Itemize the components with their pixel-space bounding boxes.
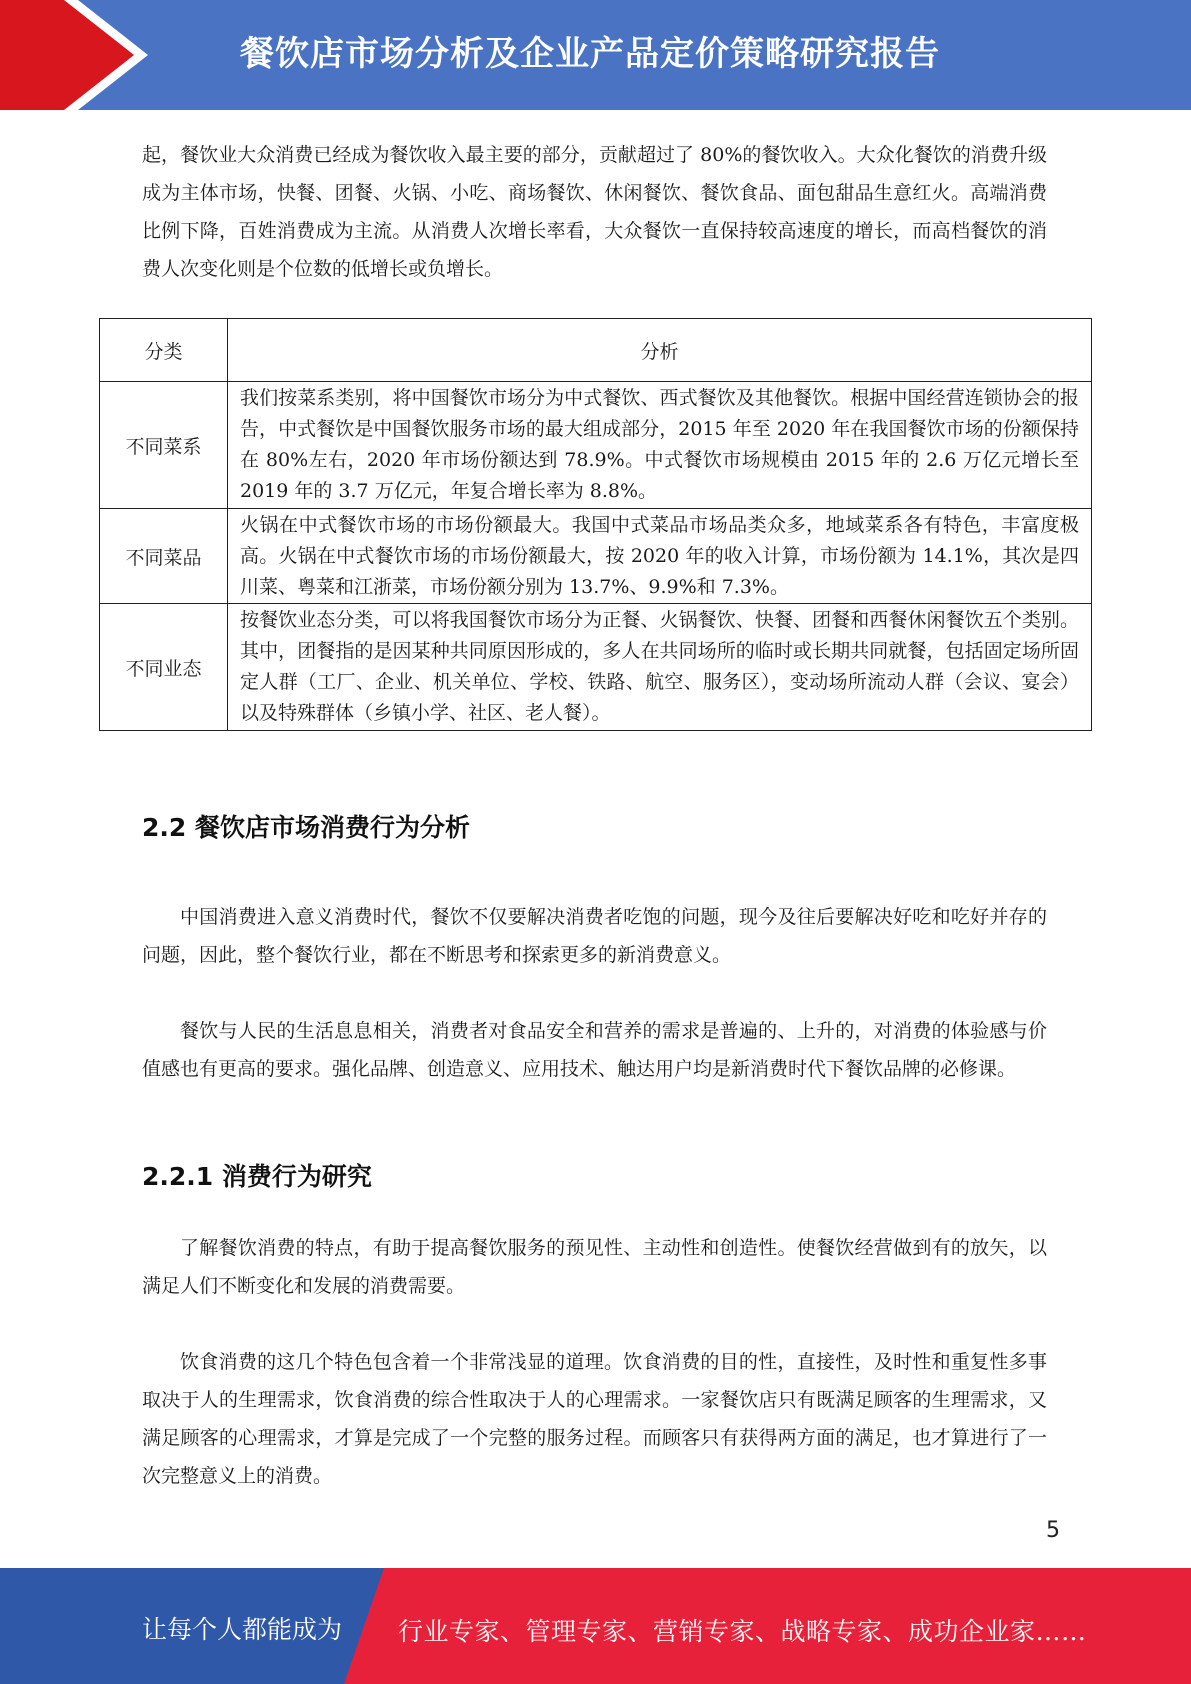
- header-chevron-decoration: [0, 0, 160, 110]
- page-number: 5: [1046, 1518, 1060, 1543]
- report-title: 餐饮店市场分析及企业产品定价策略研究报告: [240, 34, 940, 74]
- analysis-table: [99, 318, 1092, 731]
- row-analysis: 我们按菜系类别，将中国餐饮市场分为中式餐饮、西式餐饮及其他餐饮。根据中国经营连锁协会的报告，中式餐饮是中国餐饮服务市场的最大组成部分，2015 年至 2020 年在我国餐饮市场的份额保持在 80%左右，2020 年市场份额达到 78.9%。中式餐饮市场规模由 2015 年的 2.6 万亿元增长至 2019 年的 3.7 万亿元，年复合增长率为 8.8%。: [228, 382, 1092, 509]
- body-paragraph: 餐饮与人民的生活息息相关，消费者对食品安全和营养的需求是普遍的、上升的，对消费的体验感与价值感也有更高的要求。强化品牌、创造意义、应用技术、触达用户均是新消费时代下餐饮品牌的必修课。: [142, 1020, 1047, 1080]
- table-row: [100, 509, 1092, 604]
- body-paragraph: 中国消费进入意义消费时代，餐饮不仅要解决消费者吃饱的问题，现今及往后要解决好吃和吃好并存的问题，因此，整个餐饮行业，都在不断思考和探索更多的新消费意义。: [142, 906, 1047, 966]
- footer-slogan-left: 让每个人都能成为: [142, 1615, 343, 1644]
- table-row: [100, 604, 1092, 731]
- body-paragraph: 了解餐饮消费的特点，有助于提高餐饮服务的预见性、主动性和创造性。使餐饮经营做到有的放矢，以满足人们不断变化和发展的消费需要。: [142, 1237, 1047, 1297]
- row-analysis: 按餐饮业态分类，可以将我国餐饮市场分为正餐、火锅餐饮、快餐、团餐和西餐休闲餐饮五个类别。其中，团餐指的是因某种共同原因形成的，多人在共同场所的临时或长期共同就餐，包括固定场所固定人群（工厂、企业、机关单位、学校、铁路、航空、服务区），变动场所流动人群（会议、宴会）以及特殊群体（乡镇小学、社区、老人餐）。: [228, 604, 1092, 731]
- table-row: [100, 382, 1092, 509]
- footer-slogan-right: 行业专家、管理专家、营销专家、战略专家、成功企业家……: [398, 1617, 1087, 1646]
- row-analysis: 火锅在中式餐饮市场的市场份额最大。我国中式菜品市场品类众多，地域菜系各有特色，丰富度极高。火锅在中式餐饮市场的市场份额最大，按 2020 年的收入计算，市场份额为 14.1%，其次是四川菜、粤菜和江浙菜，市场份额分别为 13.7%、9.9%和 7.3%。: [228, 509, 1092, 604]
- section-heading-2-2-1: 2.2.1 消费行为研究: [142, 1162, 372, 1191]
- page-header: [0, 0, 1191, 110]
- row-category: 不同菜品: [100, 509, 228, 604]
- header-analysis: 分析: [228, 319, 1092, 382]
- intro-paragraph: 起，餐饮业大众消费已经成为餐饮收入最主要的部分，贡献超过了 80%的餐饮收入。大众化餐饮的消费升级成为主体市场，快餐、团餐、火锅、小吃、商场餐饮、休闲餐饮、餐饮食品、面包甜品生意红火。高端消费比例下降，百姓消费成为主流。从消费人次增长率看，大众餐饮一直保持较高速度的增长，而高档餐饮的消费人次变化则是个位数的低增长或负增长。: [142, 144, 1047, 280]
- page-footer: [0, 1568, 1191, 1684]
- table-header-row: [100, 319, 1092, 382]
- row-category: 不同业态: [100, 604, 228, 731]
- header-category: 分类: [100, 319, 228, 382]
- section-heading-2-2: 2.2 餐饮店市场消费行为分析: [142, 813, 470, 842]
- row-category: 不同菜系: [100, 382, 228, 509]
- body-paragraph: 饮食消费的这几个特色包含着一个非常浅显的道理。饮食消费的目的性，直接性，及时性和重复性多事取决于人的生理需求，饮食消费的综合性取决于人的心理需求。一家餐饮店只有既满足顾客的生理需求，又满足顾客的心理需求，才算是完成了一个完整的服务过程。而顾客只有获得两方面的满足，也才算进行了一次完整意义上的消费。: [142, 1351, 1047, 1487]
